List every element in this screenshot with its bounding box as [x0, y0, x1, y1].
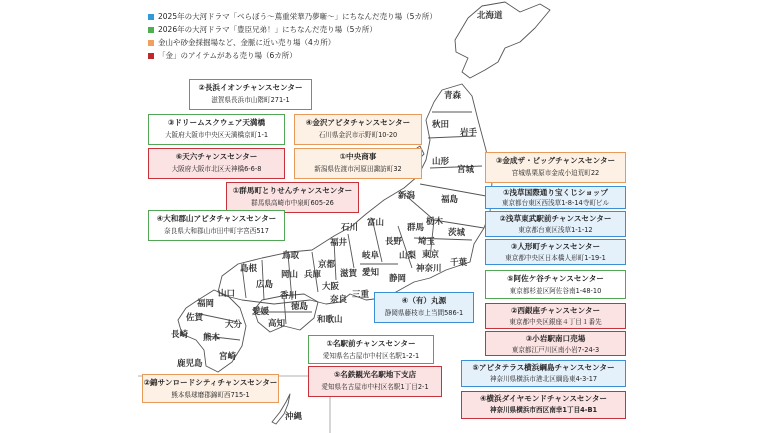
legend-label: 「金」のアイテムがある売り場（6カ所）	[158, 51, 297, 60]
shop-box	[485, 186, 626, 209]
shop-address: 神奈川県横浜市西区南幸1丁目4-B1	[489, 406, 598, 414]
shop-box	[226, 182, 359, 213]
shop-box	[461, 391, 626, 419]
shop-name: ④（有）丸源	[401, 296, 447, 305]
pref-label: 滋賀	[340, 269, 358, 279]
pref-label: 北海道	[477, 11, 503, 21]
pref-label: 徳島	[291, 302, 309, 312]
pref-label: 鳥取	[282, 251, 300, 261]
shop-name: ⑥天六チャンスセンター	[175, 152, 258, 161]
shop-box	[374, 292, 474, 323]
shop-name: ④横浜ダイヤモンドチャンスセンター	[479, 394, 607, 403]
pref-label: 東京	[422, 250, 440, 260]
shop-name: ⑤阿佐ケ谷チャンスセンター	[507, 274, 604, 283]
shop-address: 石川県金沢市示野町10-20	[318, 131, 398, 139]
shop-box	[294, 148, 422, 179]
pref-label: 神奈川	[416, 264, 442, 274]
shop-name: ①中央商事	[339, 152, 377, 161]
shop-name: ②長浜イオンチャンスセンター	[198, 83, 303, 92]
shop-name: ②西銀座チャンスセンター	[510, 306, 601, 315]
shop-box	[485, 152, 626, 183]
pref-label: 埼玉	[418, 237, 436, 247]
shop-name: ③人形町チャンスセンター	[510, 242, 601, 251]
shop-address: 熊本県球磨郡錦町西715-1	[171, 391, 250, 399]
pref-label: 愛媛	[252, 307, 270, 317]
shop-name: ④金沢アピタチャンスセンター	[305, 118, 411, 127]
pref-label: 福島	[441, 195, 459, 205]
pref-label: 熊本	[203, 333, 221, 343]
pref-label: 愛知	[362, 268, 380, 278]
shop-name: ⑤アピタテラス横浜綱島チャンスセンター	[472, 363, 615, 372]
legend-label: 2025年の大河ドラマ「べらぼう～蔦重栄華乃夢噺～」にちなんだ売り場（5カ所）	[158, 12, 437, 21]
pref-label: 長野	[385, 237, 403, 247]
pref-label: 岐阜	[362, 251, 380, 261]
shop-name: ①浅草国際通り宝くじショップ	[503, 188, 608, 197]
shop-box	[148, 114, 285, 145]
pref-label: 大阪	[322, 282, 340, 292]
shop-name: ④大和郡山アピタチャンスセンター	[156, 214, 277, 223]
pref-label: 長崎	[171, 330, 189, 340]
shop-address: 大阪府大阪市北区天神橋6-6-8	[171, 165, 262, 173]
shop-name: ③小岩駅南口売場	[525, 334, 586, 343]
shop-address: 東京都杉並区阿佐谷南1-48-10	[509, 287, 602, 295]
shop-address: 滋賀県長浜市山階町271-1	[211, 96, 290, 104]
shop-address: 奈良県大和郡山市田中町字宮西517	[164, 227, 269, 235]
pref-label: 高知	[268, 319, 286, 329]
shop-box	[485, 270, 626, 299]
pref-label: 島根	[240, 264, 258, 274]
shop-address: 宮城県栗原市金成小迫荒町22	[511, 169, 600, 177]
shop-box	[308, 335, 434, 364]
pref-label: 群馬	[407, 223, 425, 233]
shop-address: 東京都江戸川区南小岩7-24-3	[511, 346, 600, 354]
pref-label: 新潟	[398, 191, 416, 201]
shop-box	[485, 303, 626, 329]
pref-label: 石川	[341, 223, 359, 233]
pref-label: 三重	[352, 290, 370, 300]
pref-label: 静岡	[389, 274, 407, 284]
pref-label: 岡山	[281, 270, 299, 280]
pref-label: 山形	[432, 157, 450, 167]
shop-address: 静岡県藤枝市上当間586-1	[384, 309, 464, 317]
pref-label: 和歌山	[317, 315, 343, 325]
pref-label: 広島	[256, 280, 274, 290]
legend-label: 2026年の大河ドラマ「豊臣兄弟！」にちなんだ売り場（5カ所）	[158, 25, 377, 34]
pref-label: 青森	[444, 91, 462, 101]
shop-address: 新潟県佐渡市河原田諏訪町32	[314, 165, 402, 173]
shop-box	[461, 360, 626, 387]
shop-address: 東京都中央区銀座４丁目１番先	[509, 318, 602, 326]
shop-box	[148, 210, 285, 241]
shop-address: 愛知県名古屋市中村区名駅1丁目2-1	[321, 383, 429, 391]
shop-name: ①名駅前チャンスセンター	[326, 339, 416, 348]
shop-box	[148, 148, 285, 179]
pref-label: 岩手	[460, 128, 478, 138]
shop-box	[485, 211, 626, 237]
shop-name: ③ドリームスクウェア天満橋	[167, 118, 266, 127]
pref-label: 京都	[318, 260, 336, 270]
shop-name: ⑤名鉄観光名駅地下支店	[333, 370, 417, 379]
pref-label: 佐賀	[186, 313, 204, 323]
shop-box	[485, 331, 626, 356]
shop-address: 東京都台東区西浅草1-8-14寺町ビル	[501, 199, 610, 207]
shop-box	[142, 374, 279, 403]
shop-box	[294, 114, 422, 145]
pref-label: 宮崎	[219, 352, 237, 362]
shop-address: 東京都台東区浅草1-1-12	[518, 226, 593, 234]
pref-label: 兵庫	[304, 270, 322, 280]
pref-label: 栃木	[426, 217, 444, 227]
shop-address: 群馬県高崎市中泉町605-26	[251, 199, 334, 207]
shop-address: 大阪府大阪市中央区天満橋京町1-1	[164, 131, 269, 139]
pref-label: 大分	[225, 320, 243, 330]
shop-box	[485, 239, 626, 265]
pref-label: 富山	[367, 218, 385, 228]
pref-label: 香川	[280, 291, 298, 301]
pref-label: 秋田	[432, 120, 450, 130]
pref-label: 福岡	[197, 299, 215, 309]
shop-address: 神奈川県横浜市港北区綱島東4-3-17	[489, 375, 598, 383]
pref-label: 福井	[330, 238, 348, 248]
pref-label: 奈良	[330, 295, 348, 305]
shop-box	[308, 366, 442, 397]
pref-label: 鹿児島	[177, 359, 203, 369]
pref-label: 山口	[218, 289, 236, 299]
shop-name: ③金成ザ・ビッグチャンスセンター	[495, 156, 616, 165]
shop-name: ①群馬町とりせんチャンスセンター	[232, 186, 353, 195]
pref-label: 宮城	[457, 165, 475, 175]
legend-label: 金山や砂金採掘場など、金脈に近い売り場（4カ所）	[158, 38, 336, 47]
pref-label: 山梨	[399, 251, 417, 261]
pref-label: 沖縄	[285, 412, 303, 422]
shop-address: 愛知県名古屋市中村区名駅1-2-1	[322, 352, 420, 360]
shop-box	[189, 79, 312, 110]
pref-label: 千葉	[450, 258, 468, 268]
shop-name: ②浅草東武駅前チャンスセンター	[499, 214, 612, 223]
shop-name: ②錦サンロードシティチャンスセンター	[143, 378, 278, 387]
pref-label: 茨城	[448, 228, 466, 238]
shop-address: 東京都中央区日本橋人形町1-19-1	[505, 254, 606, 262]
